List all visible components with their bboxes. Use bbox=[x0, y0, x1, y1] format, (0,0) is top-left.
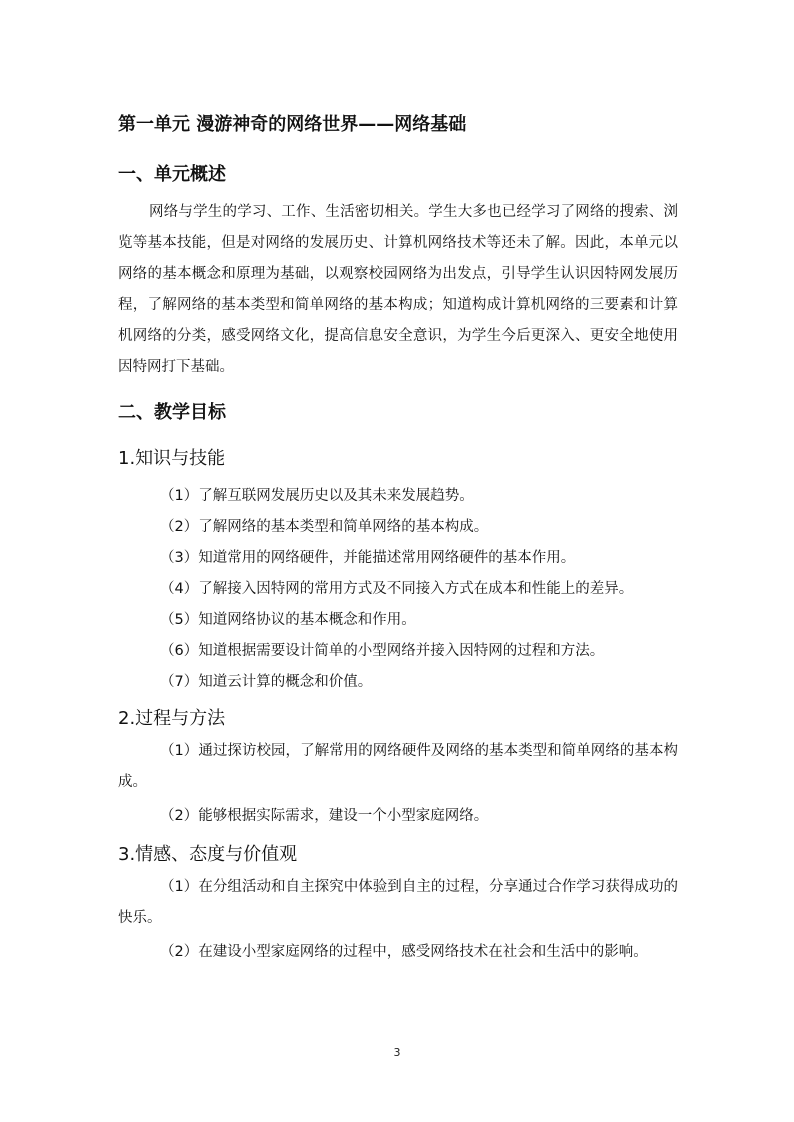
process-item-1: （1）通过探访校园，了解常用的网络硬件及网络的基本类型和简单网络的基本构成。 bbox=[118, 743, 678, 790]
subheading-process-methods: 2.过程与方法 bbox=[118, 708, 226, 729]
knowledge-item-4: （4）了解接入因特网的常用方式及不同接入方式在成本和性能上的差异。 bbox=[160, 581, 634, 597]
section-heading-objectives: 二、教学目标 bbox=[118, 402, 226, 423]
knowledge-item-3: （3）知道常用的网络硬件，并能描述常用网络硬件的基本作用。 bbox=[160, 550, 576, 566]
knowledge-item-1: （1）了解互联网发展历史以及其未来发展趋势。 bbox=[160, 488, 474, 504]
knowledge-item-2: （2）了解网络的基本类型和简单网络的基本构成。 bbox=[160, 519, 489, 535]
subheading-emotion-values: 3.情感、态度与价值观 bbox=[118, 844, 298, 865]
unit-title: 第一单元 漫游神奇的网络世界——网络基础 bbox=[118, 114, 467, 135]
knowledge-item-7: （7）知道云计算的概念和价值。 bbox=[160, 674, 373, 690]
process-item-2: （2）能够根据实际需求，建设一个小型家庭网络。 bbox=[160, 808, 489, 824]
overview-paragraph: 网络与学生的学习、工作、生活密切相关。学生大多也已经学习了网络的搜索、浏览等基本技能，但是对网络的发展历史、计算机网络技术等还未了解。因此，本单元以网络的基本概念和原理为基础，以观察校园网络为出发点，引导学生认识因特网发展历程，了解网络的基本类型和简单网络的基本构成；知道构成计算机网络的三要素和计算机网络的分类，感受网络文化，提高信息安全意识，为学生今后更深入、更安全地使用因特网打下基础。 bbox=[118, 204, 678, 375]
knowledge-item-6: （6）知道根据需要设计简单的小型网络并接入因特网的过程和方法。 bbox=[160, 643, 605, 659]
subheading-knowledge-skills: 1.知识与技能 bbox=[118, 448, 226, 469]
page-number: 3 bbox=[393, 1046, 401, 1059]
section-heading-overview: 一、单元概述 bbox=[118, 164, 226, 185]
emotion-item-1: （1）在分组活动和自主探究中体验到自主的过程，分享通过合作学习获得成功的快乐。 bbox=[118, 879, 678, 926]
emotion-item-2: （2）在建设小型家庭网络的过程中，感受网络技术在社会和生活中的影响。 bbox=[160, 944, 648, 960]
knowledge-item-5: （5）知道网络协议的基本概念和作用。 bbox=[160, 612, 416, 628]
